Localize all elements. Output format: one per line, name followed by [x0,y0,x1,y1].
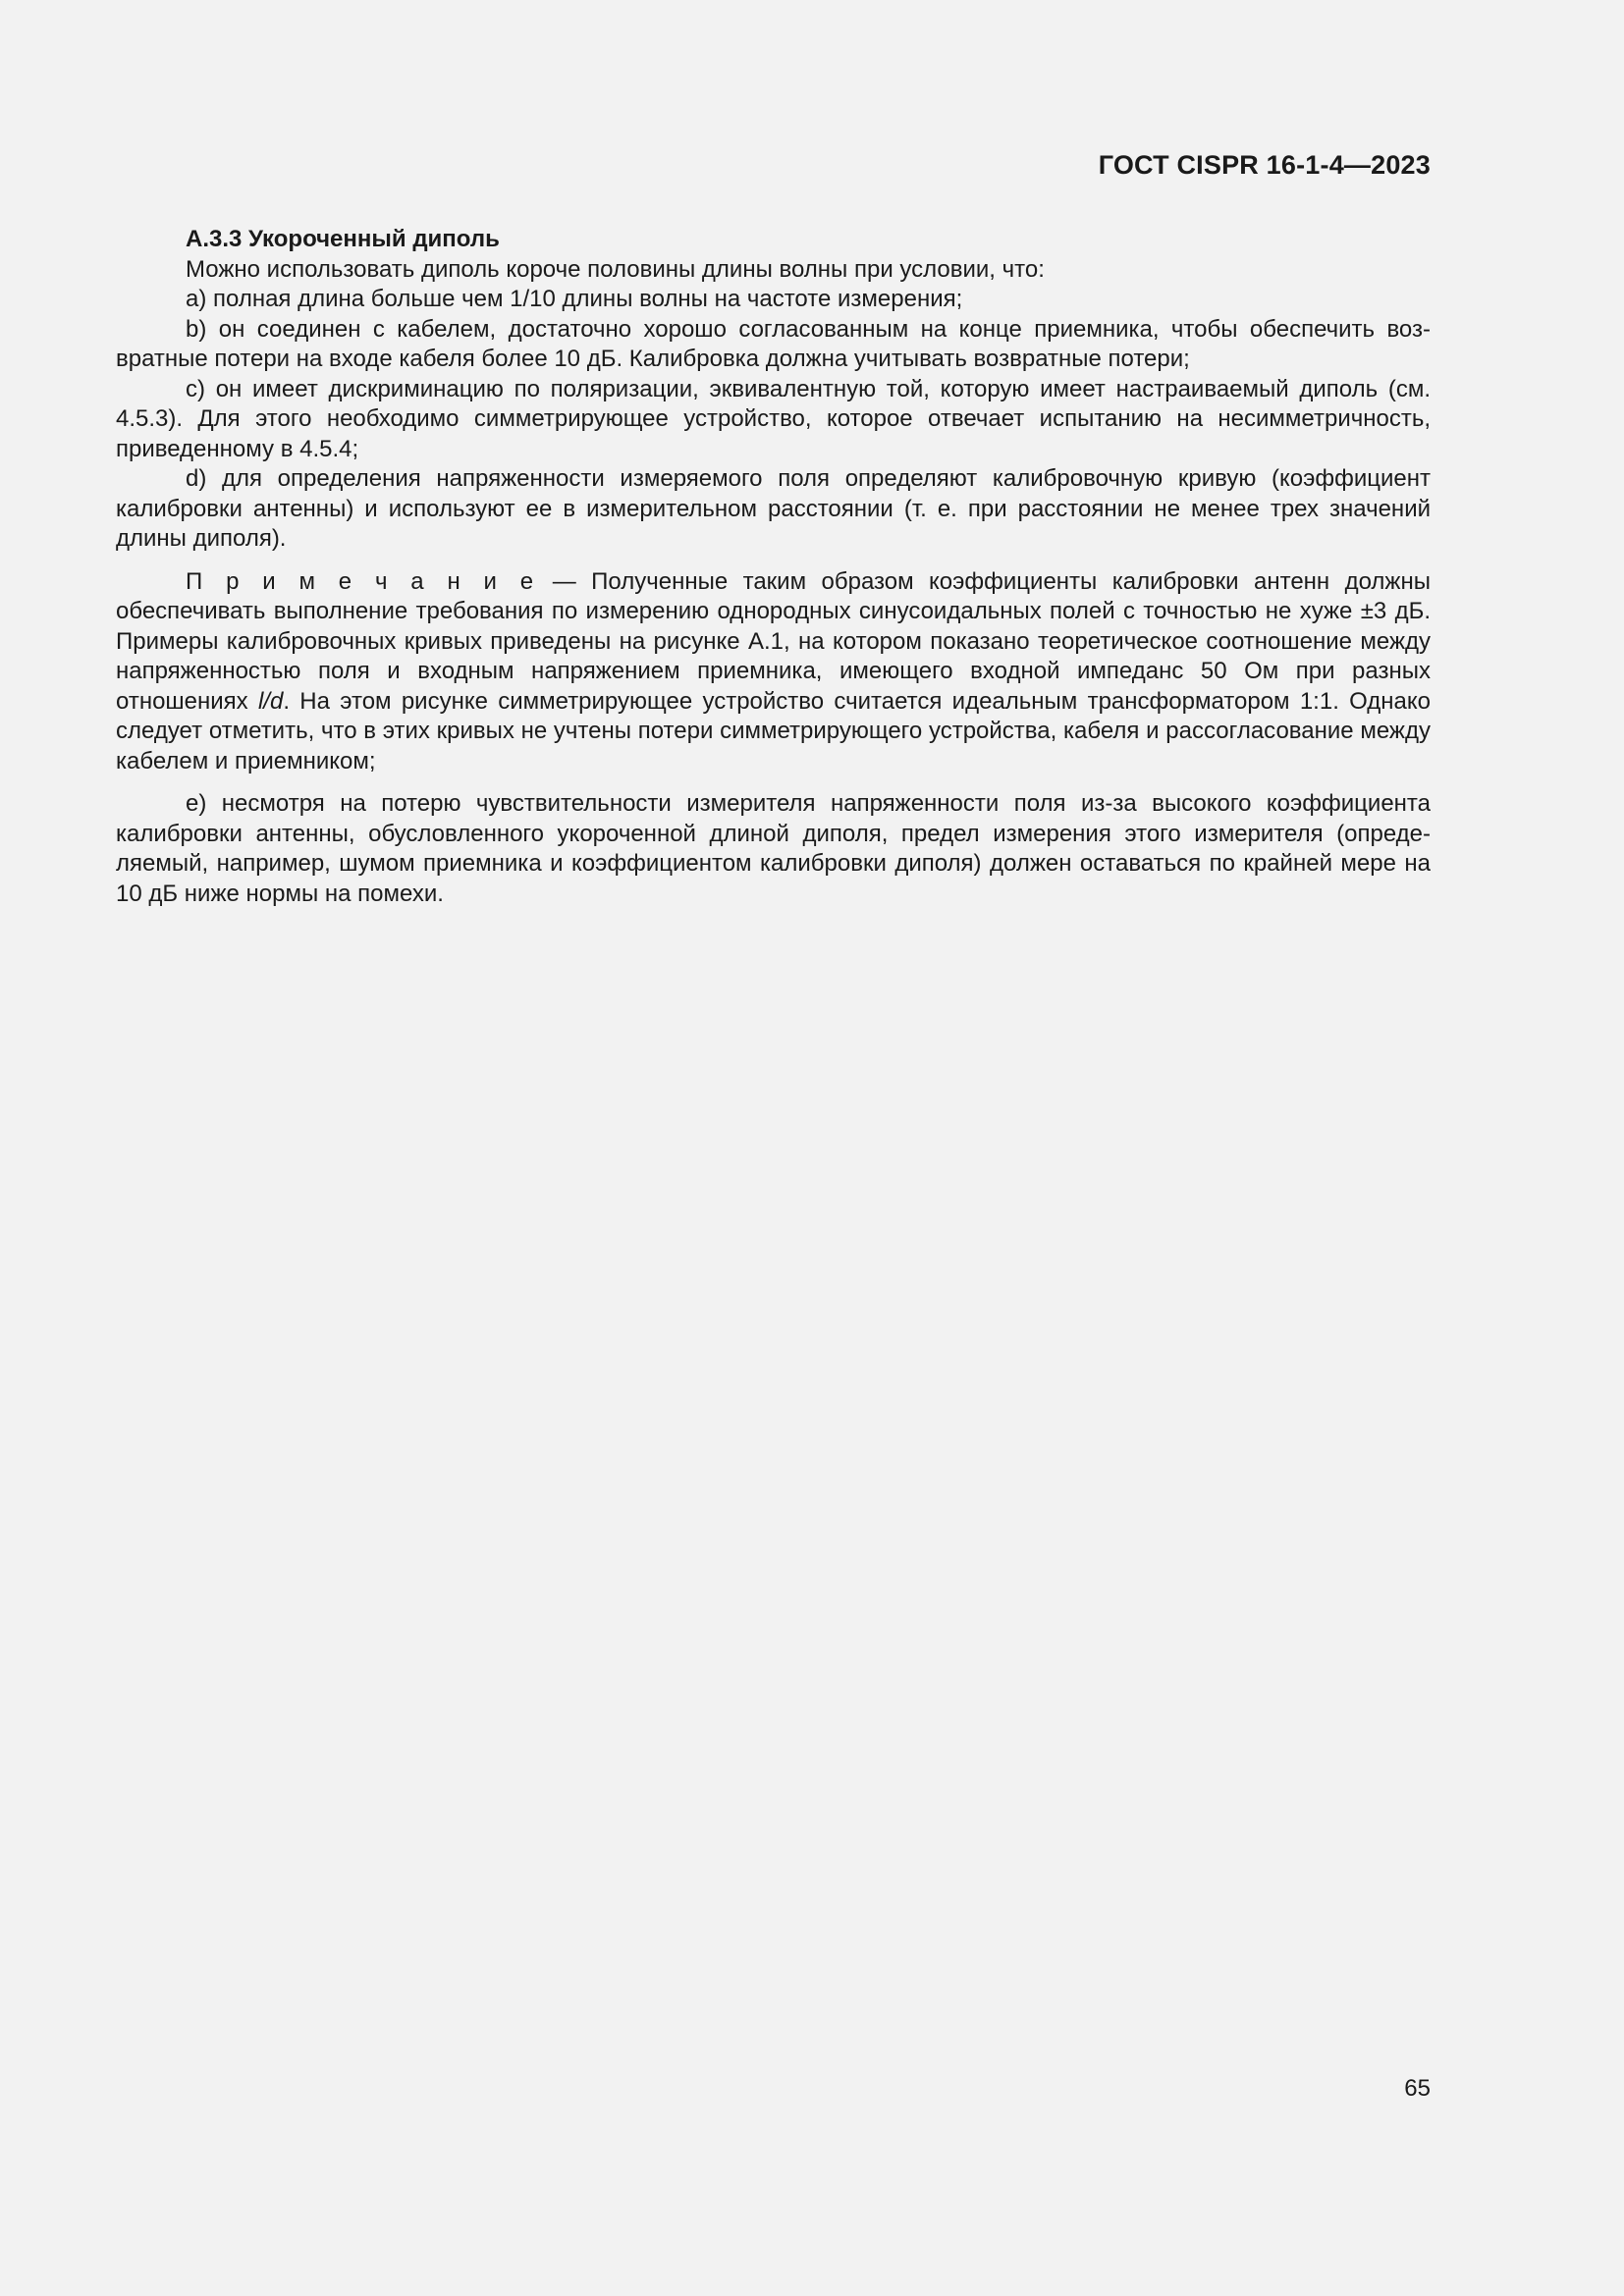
list-item-c: c) он имеет дискриминацию по поляризации, эквивалентную той, которую имеет настраиваемый диполь (см. 4.5.3). Для этого необходимо симметрирующее устройство, которое отвечает испытанию на несимметричность, приведенному в 4.5.4; [116,375,1431,462]
section-content [116,225,1431,909]
note-ratio: l/d [257,687,284,715]
list-item-b: b) он соединен с кабелем, достаточно хорошо согласованным на конце приемника, чтобы обеспечить возвратные потери на входе кабеля более 10 дБ. Калибровка должна учитывать возвратные потери; [116,315,1431,372]
note-text-part-1: — Полученные таким образом коэффициенты калибровки антенн должны обеспечивать выполнение требования по измерению однородных синусоидальных полей с точностью не хуже ±3 дБ. Примеры калибровочных кривых приведены на рисунке А.1, на котором показано теоретическое соотношение между напряженностью поля и входным напряжением приемника, имеющего входной импеданс 50 Ом при разных отношениях [116,567,1431,715]
note-label: П р и м е ч а н и е [186,567,538,595]
list-item-d: d) для определения напряженности измеряемого поля определяют калибровочную кривую (коэффициент калибровки антенны) и используют ее в измерительном расстоянии (т. е. при расстоянии не менее трех значений длины диполя). [116,465,1431,552]
note-text-part-2: . На этом рисунке симметрирующее устройство считается идеальным трансформатором 1:1. Однако следует отметить, что в этих кривых не учтены потери симметрирующего устройства, кабеля и рассогласование между кабелем и приемником; [116,687,1432,774]
document-header: ГОСТ CISPR 16-1-4—2023 [1098,150,1431,180]
list-item-a: а) полная длина больше чем 1/10 длины волны на частоте измерения; [186,286,963,312]
note-paragraph [116,567,1431,777]
section-title: А.3.3 Укороченный диполь [186,226,500,252]
list-item-e: e) несмотря на потерю чувствительности измерителя напряженности поля из-за высокого коэффициента калибровки антенны, обусловленного укороченной длиной диполя, предел измерения этого измерителя (определяемый, например, шумом приемника и коэффициентом калибровки диполя) должен оставаться по крайней мере на 10 дБ ниже нормы на помехи. [116,790,1431,907]
page-number: 65 [1404,2075,1431,2102]
section-intro: Можно использовать диполь короче половины длины волны при условии, что: [186,255,1045,283]
